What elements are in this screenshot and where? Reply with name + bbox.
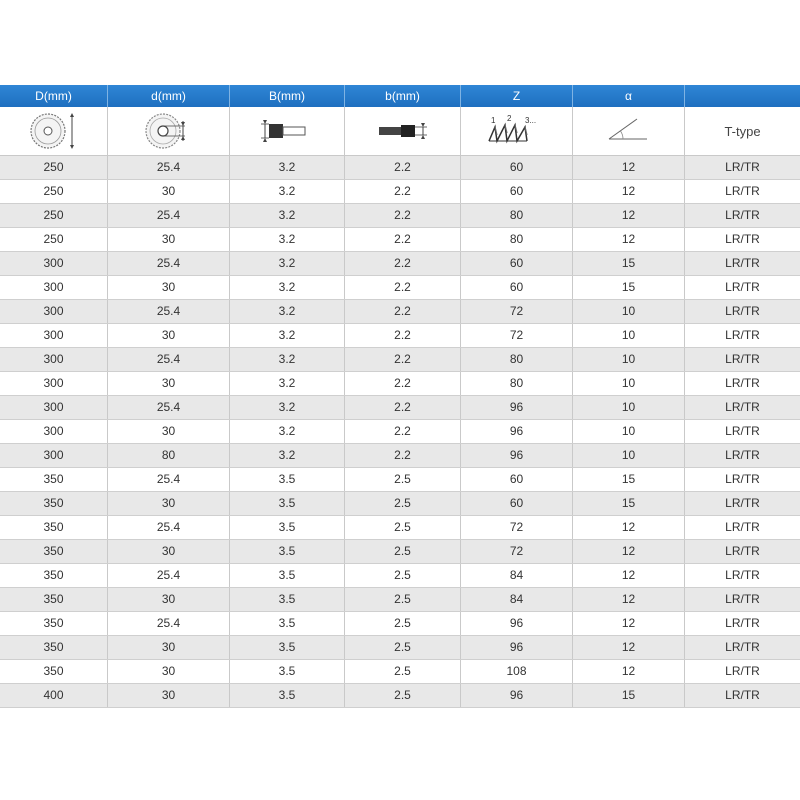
cell-outer-diameter: 350 xyxy=(0,564,108,587)
cell-type: LR/TR xyxy=(725,424,760,438)
cell-bore-diameter: 30 xyxy=(108,492,230,515)
cell-angle: 15 xyxy=(573,252,685,275)
cell-type: LR/TR xyxy=(725,496,760,510)
cell-angle: 12 xyxy=(573,156,685,179)
cell-teeth: 72 xyxy=(461,516,573,539)
cell-teeth: 96 xyxy=(461,684,573,707)
cell-type: LR/TR xyxy=(725,280,760,294)
cell-plate-thickness: 2.2 xyxy=(345,156,461,179)
cell-kerf-width: 3.2 xyxy=(230,252,345,275)
cell-plate-thickness: 2.2 xyxy=(345,372,461,395)
cell-kerf-width: 3.2 xyxy=(230,444,345,467)
cell-bore-diameter: 30 xyxy=(108,660,230,683)
cell-angle: 15 xyxy=(573,468,685,491)
cell-plate-thickness: 2.5 xyxy=(345,636,461,659)
cell-angle: 10 xyxy=(573,324,685,347)
cell-plate-thickness: 2.5 xyxy=(345,564,461,587)
cell-angle: 12 xyxy=(573,612,685,635)
table-row xyxy=(0,660,800,684)
teeth-label-2: 2 xyxy=(506,114,511,123)
cell-bore-diameter: 30 xyxy=(108,588,230,611)
cell-kerf-width: 3.2 xyxy=(230,420,345,443)
cell-teeth: 60 xyxy=(461,468,573,491)
col-header-teeth: Z xyxy=(461,85,573,107)
icon-row xyxy=(0,107,800,156)
cell-bore-diameter: 25.4 xyxy=(108,156,230,179)
cell-teeth: 72 xyxy=(461,300,573,323)
table-row xyxy=(0,564,800,588)
cell-type: LR/TR xyxy=(725,544,760,558)
col-header-kerf-width: B(mm) xyxy=(230,85,345,107)
cell-kerf-width: 3.5 xyxy=(230,516,345,539)
cell-outer-diameter: 300 xyxy=(0,252,108,275)
cell-kerf-width: 3.2 xyxy=(230,156,345,179)
cell-angle: 12 xyxy=(573,564,685,587)
cell-angle: 10 xyxy=(573,348,685,371)
cell-kerf-width: 3.5 xyxy=(230,684,345,707)
cell-angle: 12 xyxy=(573,204,685,227)
cell-bore-diameter: 25.4 xyxy=(108,300,230,323)
cell-kerf-width: 3.5 xyxy=(230,612,345,635)
cell-plate-thickness: 2.5 xyxy=(345,660,461,683)
col-header-angle: α xyxy=(573,85,685,107)
cell-type: LR/TR xyxy=(725,160,760,174)
teeth-label-1: 1 xyxy=(490,116,495,125)
plate-thickness-icon xyxy=(373,111,433,151)
cell-teeth: 60 xyxy=(461,180,573,203)
cell-teeth: 96 xyxy=(461,396,573,419)
cell-teeth: 84 xyxy=(461,564,573,587)
cell-type: LR/TR xyxy=(725,376,760,390)
cell-outer-diameter: 350 xyxy=(0,540,108,563)
cell-type: LR/TR xyxy=(725,568,760,582)
cell-bore-diameter: 25.4 xyxy=(108,252,230,275)
cell-teeth: 60 xyxy=(461,252,573,275)
cell-outer-diameter: 300 xyxy=(0,420,108,443)
cell-teeth: 80 xyxy=(461,204,573,227)
tooth-type-label: T-type xyxy=(724,123,761,139)
cell-plate-thickness: 2.2 xyxy=(345,324,461,347)
cell-outer-diameter: 350 xyxy=(0,468,108,491)
table-row xyxy=(0,276,800,300)
cell-teeth: 96 xyxy=(461,444,573,467)
data-rows xyxy=(0,156,800,708)
cell-bore-diameter: 30 xyxy=(108,420,230,443)
table-row xyxy=(0,156,800,180)
cell-angle: 10 xyxy=(573,444,685,467)
cell-outer-diameter: 350 xyxy=(0,492,108,515)
cell-type: LR/TR xyxy=(725,304,760,318)
cell-plate-thickness: 2.5 xyxy=(345,468,461,491)
cell-outer-diameter: 250 xyxy=(0,228,108,251)
cell-outer-diameter: 350 xyxy=(0,516,108,539)
cell-teeth: 60 xyxy=(461,276,573,299)
cell-angle: 10 xyxy=(573,396,685,419)
cell-teeth: 80 xyxy=(461,228,573,251)
cell-bore-diameter: 25.4 xyxy=(108,612,230,635)
cell-plate-thickness: 2.2 xyxy=(345,228,461,251)
cell-type: LR/TR xyxy=(725,448,760,462)
cell-plate-thickness: 2.2 xyxy=(345,396,461,419)
cell-kerf-width: 3.2 xyxy=(230,348,345,371)
cell-type: LR/TR xyxy=(725,472,760,486)
cell-type: LR/TR xyxy=(725,592,760,606)
cell-plate-thickness: 2.5 xyxy=(345,588,461,611)
cell-plate-thickness: 2.2 xyxy=(345,300,461,323)
cell-bore-diameter: 30 xyxy=(108,180,230,203)
cell-angle: 12 xyxy=(573,228,685,251)
cell-bore-diameter: 80 xyxy=(108,444,230,467)
table-row xyxy=(0,372,800,396)
col-header-outer-diameter: D(mm) xyxy=(0,85,108,107)
cell-plate-thickness: 2.2 xyxy=(345,276,461,299)
cell-plate-thickness: 2.5 xyxy=(345,612,461,635)
angle-icon xyxy=(599,111,659,151)
cell-type: LR/TR xyxy=(725,400,760,414)
cell-outer-diameter: 300 xyxy=(0,444,108,467)
cell-type: LR/TR xyxy=(725,664,760,678)
cell-outer-diameter: 250 xyxy=(0,156,108,179)
cell-outer-diameter: 300 xyxy=(0,324,108,347)
cell-kerf-width: 3.2 xyxy=(230,396,345,419)
cell-outer-diameter: 350 xyxy=(0,612,108,635)
cell-outer-diameter: 300 xyxy=(0,348,108,371)
cell-type: LR/TR xyxy=(725,184,760,198)
cell-kerf-width: 3.5 xyxy=(230,564,345,587)
cell-plate-thickness: 2.2 xyxy=(345,252,461,275)
cell-bore-diameter: 30 xyxy=(108,684,230,707)
cell-outer-diameter: 250 xyxy=(0,204,108,227)
cell-angle: 15 xyxy=(573,684,685,707)
cell-bore-diameter: 25.4 xyxy=(108,468,230,491)
cell-outer-diameter: 350 xyxy=(0,636,108,659)
cell-teeth: 80 xyxy=(461,348,573,371)
cell-outer-diameter: 400 xyxy=(0,684,108,707)
cell-kerf-width: 3.2 xyxy=(230,324,345,347)
cell-bore-diameter: 30 xyxy=(108,636,230,659)
cell-plate-thickness: 2.5 xyxy=(345,540,461,563)
cell-kerf-width: 3.5 xyxy=(230,540,345,563)
cell-bore-diameter: 25.4 xyxy=(108,348,230,371)
table-row xyxy=(0,204,800,228)
cell-teeth: 80 xyxy=(461,372,573,395)
cell-bore-diameter: 25.4 xyxy=(108,204,230,227)
table-row xyxy=(0,420,800,444)
cell-angle: 12 xyxy=(573,516,685,539)
col-header-bore-diameter: d(mm) xyxy=(108,85,230,107)
cell-bore-diameter: 25.4 xyxy=(108,396,230,419)
cell-outer-diameter: 300 xyxy=(0,396,108,419)
table-row xyxy=(0,540,800,564)
cell-bore-diameter: 25.4 xyxy=(108,564,230,587)
cell-angle: 12 xyxy=(573,180,685,203)
table-row xyxy=(0,588,800,612)
cell-angle: 12 xyxy=(573,660,685,683)
cell-plate-thickness: 2.5 xyxy=(345,492,461,515)
teeth-count-icon xyxy=(485,111,549,151)
col-header-plate-thickness: b(mm) xyxy=(345,85,461,107)
cell-teeth: 96 xyxy=(461,612,573,635)
cell-kerf-width: 3.2 xyxy=(230,204,345,227)
cell-teeth: 60 xyxy=(461,156,573,179)
teeth-label-3: 3... xyxy=(524,116,536,125)
col-header-type xyxy=(685,85,800,107)
cell-outer-diameter: 350 xyxy=(0,660,108,683)
cell-kerf-width: 3.5 xyxy=(230,660,345,683)
cell-bore-diameter: 30 xyxy=(108,276,230,299)
cell-angle: 15 xyxy=(573,276,685,299)
cell-outer-diameter: 350 xyxy=(0,588,108,611)
cell-bore-diameter: 25.4 xyxy=(108,516,230,539)
table-row xyxy=(0,180,800,204)
cell-teeth: 72 xyxy=(461,540,573,563)
cell-type: LR/TR xyxy=(725,328,760,342)
cell-kerf-width: 3.5 xyxy=(230,492,345,515)
cell-outer-diameter: 250 xyxy=(0,180,108,203)
cell-plate-thickness: 2.2 xyxy=(345,180,461,203)
cell-type: LR/TR xyxy=(725,688,760,702)
cell-plate-thickness: 2.2 xyxy=(345,348,461,371)
table-row xyxy=(0,324,800,348)
cell-plate-thickness: 2.2 xyxy=(345,420,461,443)
table-row xyxy=(0,684,800,708)
cell-teeth: 108 xyxy=(461,660,573,683)
table-row xyxy=(0,348,800,372)
cell-type: LR/TR xyxy=(725,640,760,654)
cell-kerf-width: 3.2 xyxy=(230,180,345,203)
saw-blade-bore-diameter-icon xyxy=(139,111,199,151)
cell-angle: 12 xyxy=(573,588,685,611)
cell-type: LR/TR xyxy=(725,256,760,270)
table-row xyxy=(0,252,800,276)
cell-kerf-width: 3.2 xyxy=(230,276,345,299)
cell-type: LR/TR xyxy=(725,232,760,246)
cell-kerf-width: 3.5 xyxy=(230,468,345,491)
cell-plate-thickness: 2.2 xyxy=(345,444,461,467)
table-row xyxy=(0,636,800,660)
cell-plate-thickness: 2.5 xyxy=(345,516,461,539)
cell-bore-diameter: 30 xyxy=(108,228,230,251)
cell-outer-diameter: 300 xyxy=(0,300,108,323)
cell-plate-thickness: 2.5 xyxy=(345,684,461,707)
table-row xyxy=(0,468,800,492)
cell-outer-diameter: 300 xyxy=(0,372,108,395)
cell-kerf-width: 3.2 xyxy=(230,228,345,251)
cell-bore-diameter: 30 xyxy=(108,324,230,347)
cell-angle: 15 xyxy=(573,492,685,515)
cell-plate-thickness: 2.2 xyxy=(345,204,461,227)
table-row xyxy=(0,516,800,540)
cell-teeth: 60 xyxy=(461,492,573,515)
cell-angle: 10 xyxy=(573,300,685,323)
cell-type: LR/TR xyxy=(725,208,760,222)
cell-angle: 12 xyxy=(573,540,685,563)
table-row xyxy=(0,492,800,516)
cell-angle: 12 xyxy=(573,636,685,659)
cell-kerf-width: 3.2 xyxy=(230,372,345,395)
cell-bore-diameter: 30 xyxy=(108,540,230,563)
cell-kerf-width: 3.5 xyxy=(230,636,345,659)
cell-teeth: 72 xyxy=(461,324,573,347)
cell-bore-diameter: 30 xyxy=(108,372,230,395)
cell-type: LR/TR xyxy=(725,520,760,534)
table-row xyxy=(0,612,800,636)
cell-angle: 10 xyxy=(573,420,685,443)
cell-angle: 10 xyxy=(573,372,685,395)
cell-type: LR/TR xyxy=(725,616,760,630)
table-row xyxy=(0,444,800,468)
cell-teeth: 96 xyxy=(461,420,573,443)
cell-kerf-width: 3.5 xyxy=(230,588,345,611)
cell-teeth: 84 xyxy=(461,588,573,611)
cell-teeth: 96 xyxy=(461,636,573,659)
kerf-width-icon xyxy=(257,111,317,151)
cell-kerf-width: 3.2 xyxy=(230,300,345,323)
header-row xyxy=(0,85,800,107)
saw-blade-outer-diameter-icon xyxy=(24,111,84,151)
table-row xyxy=(0,396,800,420)
cell-type: LR/TR xyxy=(725,352,760,366)
cell-outer-diameter: 300 xyxy=(0,276,108,299)
spec-table xyxy=(0,85,800,708)
table-row xyxy=(0,228,800,252)
table-row xyxy=(0,300,800,324)
